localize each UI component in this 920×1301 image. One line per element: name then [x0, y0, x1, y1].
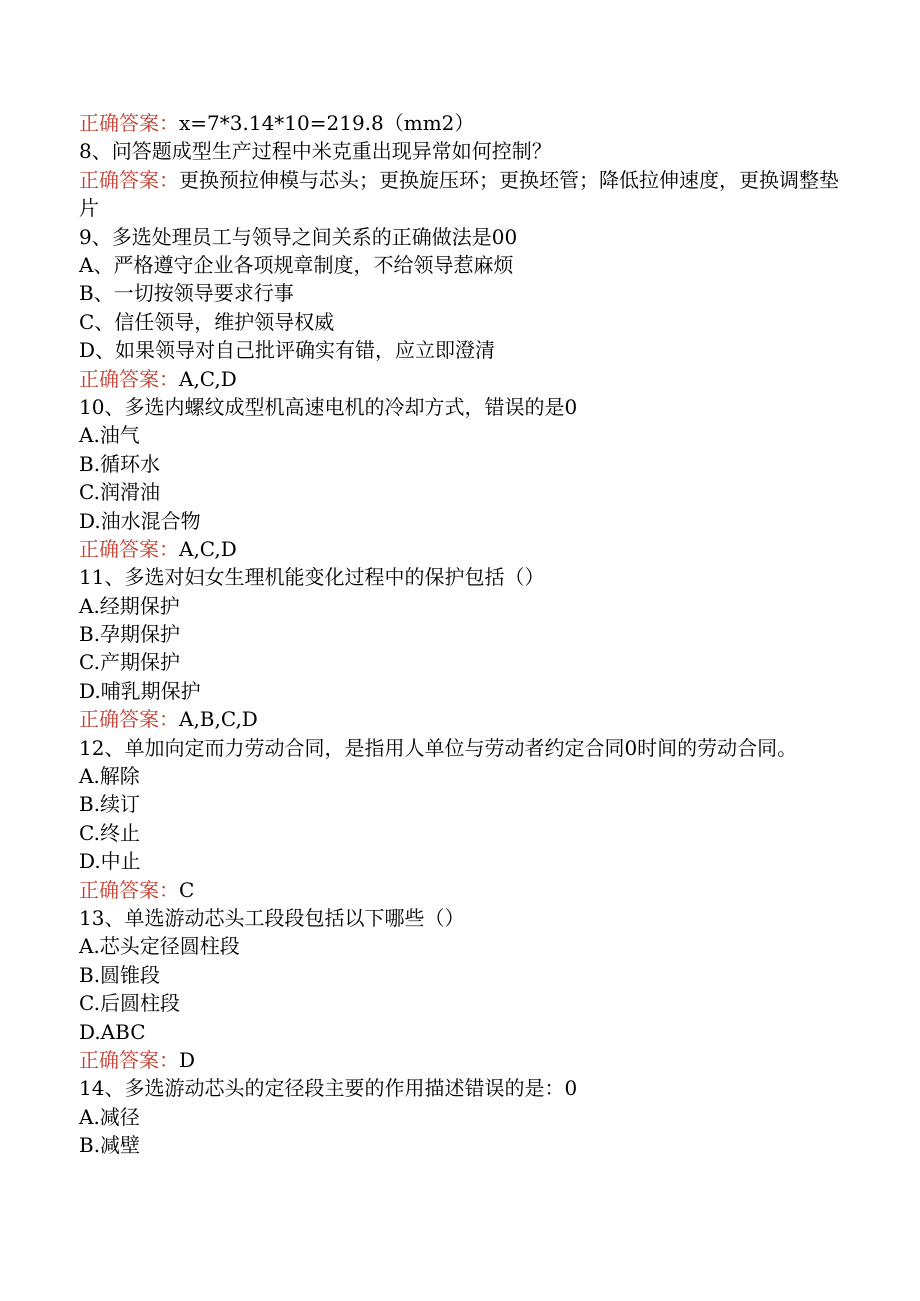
- answer-value: 更换预拉伸模与芯头；更换旋压环；更换坯管；降低拉伸速度，更换调整垫片: [79, 167, 839, 221]
- question-text: 10、多选内螺纹成型机高速电机的冷却方式，错误的是0: [79, 394, 578, 419]
- option-item: A.解除: [79, 764, 140, 789]
- answer-line: [79, 1046, 839, 1074]
- answer-value: A,B,C,D: [179, 707, 258, 732]
- answer-label: 正确答案：: [79, 707, 179, 732]
- question-text: 8、问答题成型生产过程中米克重出现异常如何控制？: [79, 139, 552, 164]
- answer-value: x=7*3.14*10=219.8（mm2）: [179, 111, 475, 135]
- answer-line: [79, 535, 839, 563]
- option-item: A.减径: [79, 1104, 140, 1129]
- option-item: A.经期保护: [79, 593, 180, 618]
- answer-line: [79, 166, 839, 223]
- answer-label: 正确答案：: [79, 111, 179, 135]
- option-item: B、一切按领导要求行事: [79, 281, 294, 306]
- option-item: D.哺乳期保护: [79, 678, 201, 703]
- question-text: 13、单选游动芯头工段段包括以下哪些（）: [79, 905, 465, 930]
- option-item: D.ABC: [79, 1019, 146, 1044]
- option-item: B.孕期保护: [79, 622, 181, 647]
- answer-value: D: [179, 1047, 196, 1072]
- option-item: D.油水混合物: [79, 508, 201, 533]
- option-item: D、如果领导对自己批评确实有错，应立即澄清: [79, 338, 496, 363]
- document-page: [79, 109, 839, 1160]
- answer-line: [79, 705, 839, 733]
- option-item: A.油气: [79, 423, 140, 448]
- option-item: C.终止: [79, 820, 140, 845]
- answer-line: [79, 109, 839, 137]
- question-text: 14、多选游动芯头的定径段主要的作用描述错误的是：0: [79, 1076, 578, 1101]
- option-item: D.中止: [79, 849, 141, 874]
- question-text: 9、多选处理员工与领导之间关系的正确做法是00: [79, 224, 518, 249]
- answer-line: [79, 365, 839, 393]
- question-text: 11、多选对妇女生理机能变化过程中的保护包括（）: [79, 565, 545, 590]
- question-text: 12、单加向定而力劳动合同，是指用人单位与劳动者约定合同0时间的劳动合同。: [79, 735, 798, 760]
- answer-value: C: [179, 877, 195, 902]
- answer-label: 正确答案：: [79, 877, 179, 902]
- answer-value: A,C,D: [179, 366, 237, 391]
- answer-label: 正确答案：: [79, 167, 179, 192]
- answer-label: 正确答案：: [79, 1047, 179, 1072]
- option-item: B.减壁: [79, 1133, 141, 1158]
- option-item: C、信任领导，维护领导权威: [79, 309, 335, 334]
- option-item: B.循环水: [79, 451, 161, 476]
- option-item: C.产期保护: [79, 650, 180, 675]
- option-item: C.后圆柱段: [79, 991, 180, 1016]
- answer-line: [79, 876, 839, 904]
- answer-value: A,C,D: [179, 536, 237, 561]
- answer-label: 正确答案：: [79, 366, 179, 391]
- option-item: C.润滑油: [79, 480, 160, 505]
- option-item: A、严格遵守企业各项规章制度，不给领导惹麻烦: [79, 252, 514, 277]
- answer-label: 正确答案：: [79, 536, 179, 561]
- option-item: A.芯头定径圆柱段: [79, 934, 240, 959]
- option-item: B.圆锥段: [79, 962, 161, 987]
- option-item: B.续订: [79, 792, 141, 817]
